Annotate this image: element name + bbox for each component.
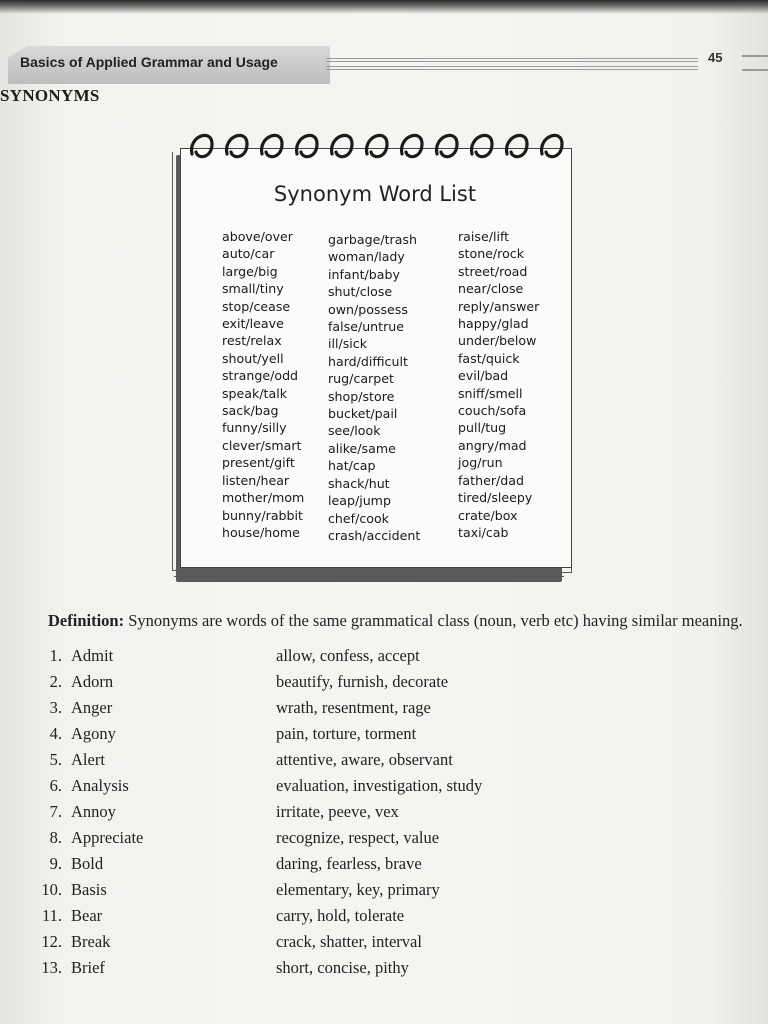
item-number: 13. — [41, 958, 62, 977]
word-pair: hat/cap — [328, 458, 376, 474]
item-number: 9. — [49, 854, 62, 873]
word-pair: present/gift — [222, 455, 295, 471]
list-item — [0, 957, 768, 983]
word-pair: shut/close — [328, 284, 393, 300]
list-item — [0, 697, 768, 723]
word-pair: small/tiny — [222, 281, 284, 297]
word-pair: false/untrue — [328, 319, 405, 335]
headword: Analysis — [71, 776, 129, 795]
synonym-meanings: evaluation, investigation, study — [276, 776, 483, 795]
word-pair: shout/yell — [222, 350, 284, 366]
word-pair: see/look — [328, 423, 381, 439]
word-pair: clever/smart — [222, 437, 302, 453]
page-number: 45 — [708, 50, 723, 65]
synonym-list — [0, 645, 768, 983]
word-pair: hard/difficult — [328, 353, 408, 369]
word-list-column-1 — [222, 228, 304, 541]
synonym-meanings: carry, hold, tolerate — [276, 906, 405, 925]
word-pair: rest/relax — [222, 333, 282, 349]
word-pair: father/dad — [458, 472, 524, 488]
notepad-page-edge — [174, 572, 564, 577]
header-rule-lower — [326, 66, 698, 70]
synonym-meanings: recognize, respect, value — [276, 828, 440, 847]
word-pair: fast/quick — [458, 350, 520, 366]
word-pair: near/close — [458, 281, 524, 297]
page-top-shadow — [0, 0, 768, 14]
list-item — [0, 827, 768, 853]
word-pair: sniff/smell — [458, 385, 523, 401]
headword: Agony — [71, 724, 116, 743]
word-pair: couch/sofa — [458, 403, 527, 419]
synonym-meanings: beautify, furnish, decorate — [276, 672, 449, 691]
item-number: 5. — [49, 750, 62, 769]
word-pair: crate/box — [458, 507, 518, 523]
word-pair: chef/cook — [328, 510, 389, 526]
word-pair: large/big — [222, 263, 278, 279]
word-pair: exit/leave — [222, 316, 284, 332]
word-pair: raise/lift — [458, 229, 510, 244]
header-rule — [326, 58, 698, 62]
headword: Admit — [71, 646, 114, 665]
word-pair: happy/glad — [458, 316, 529, 332]
synonym-meanings: pain, torture, torment — [276, 724, 417, 743]
synonym-meanings: short, concise, pithy — [276, 958, 409, 977]
word-pair: taxi/cab — [458, 524, 509, 540]
headword: Bear — [71, 906, 103, 925]
word-pair: sack/bag — [222, 403, 279, 419]
synonym-meanings: attentive, aware, observant — [276, 750, 453, 769]
word-pair: woman/lady — [328, 249, 405, 265]
list-item — [0, 645, 768, 671]
item-number: 3. — [49, 698, 62, 717]
word-pair: reply/answer — [458, 298, 540, 314]
headword: Adorn — [71, 672, 114, 691]
item-number: 4. — [49, 724, 62, 743]
word-pair: own/possess — [328, 301, 408, 317]
list-item — [0, 801, 768, 827]
headword: Brief — [71, 958, 105, 977]
definition-paragraph — [8, 609, 748, 633]
running-header-title: Basics of Applied Grammar and Usage — [20, 54, 278, 70]
list-item — [0, 723, 768, 749]
word-pair: crash/accident — [328, 527, 421, 543]
word-pair: garbage/trash — [328, 232, 417, 247]
synonym-meanings: daring, fearless, brave — [276, 854, 422, 873]
word-pair: above/over — [222, 229, 293, 244]
word-pair: under/below — [458, 333, 537, 349]
synonym-meanings: allow, confess, accept — [276, 646, 420, 665]
synonym-meanings: elementary, key, primary — [276, 880, 440, 899]
word-pair: pull/tug — [458, 420, 507, 436]
item-number: 12. — [41, 932, 62, 951]
synonym-meanings: crack, shatter, interval — [276, 932, 422, 951]
list-item — [0, 879, 768, 905]
word-pair: house/home — [222, 524, 300, 540]
headword: Basis — [71, 880, 107, 899]
item-number: 8. — [49, 828, 62, 847]
word-pair: bucket/pail — [328, 406, 398, 422]
word-pair: tired/sleepy — [458, 490, 533, 506]
header-rule-end — [742, 55, 768, 71]
item-number: 7. — [49, 802, 62, 821]
headword: Appreciate — [71, 828, 144, 847]
word-pair: stone/rock — [458, 246, 525, 262]
list-item — [0, 671, 768, 697]
word-pair: speak/talk — [222, 385, 288, 401]
definition-label: Definition: — [48, 610, 125, 630]
section-title: SYNONYMS — [0, 86, 100, 105]
list-item — [0, 931, 768, 957]
item-number: 11. — [41, 906, 62, 925]
item-number: 1. — [49, 646, 62, 665]
word-pair: ill/sick — [328, 336, 368, 352]
word-pair: alike/same — [328, 440, 396, 456]
item-number: 10. — [41, 880, 62, 899]
spiral-binding-icon — [186, 124, 566, 172]
word-pair: evil/bad — [458, 368, 509, 384]
word-pair: rug/carpet — [328, 371, 394, 387]
word-pair: jog/run — [458, 455, 503, 471]
synonym-meanings: wrath, resentment, rage — [276, 698, 431, 717]
headword: Alert — [71, 750, 105, 769]
word-pair: street/road — [458, 263, 528, 279]
headword: Anger — [71, 698, 113, 717]
word-pair: auto/car — [222, 246, 275, 262]
notepad-title: Synonym Word List — [273, 182, 477, 206]
word-pair: leap/jump — [328, 493, 391, 509]
word-pair: stop/cease — [222, 298, 291, 314]
word-pair: shack/hut — [328, 475, 390, 491]
synonym-meanings: irritate, peeve, vex — [276, 802, 399, 821]
list-item — [0, 905, 768, 931]
item-number: 6. — [49, 776, 62, 795]
list-item — [0, 749, 768, 775]
word-pair: strange/odd — [222, 368, 299, 384]
headword: Break — [71, 932, 111, 951]
word-pair: funny/silly — [222, 420, 287, 436]
headword: Annoy — [71, 802, 116, 821]
word-pair: bunny/rabbit — [222, 507, 303, 523]
word-pair: listen/hear — [222, 472, 290, 488]
definition-text: Synonyms are words of the same grammatical class (noun, verb etc) having similar meaning. — [124, 610, 743, 630]
word-list-column-2 — [328, 231, 420, 544]
word-pair: infant/baby — [328, 266, 400, 282]
item-number: 2. — [49, 672, 62, 691]
word-pair: shop/store — [328, 388, 395, 404]
word-pair: mother/mom — [222, 490, 305, 506]
list-item — [0, 775, 768, 801]
word-pair: angry/mad — [458, 437, 527, 453]
list-item — [0, 853, 768, 879]
headword: Bold — [71, 854, 104, 873]
word-list-column-3 — [458, 228, 539, 541]
